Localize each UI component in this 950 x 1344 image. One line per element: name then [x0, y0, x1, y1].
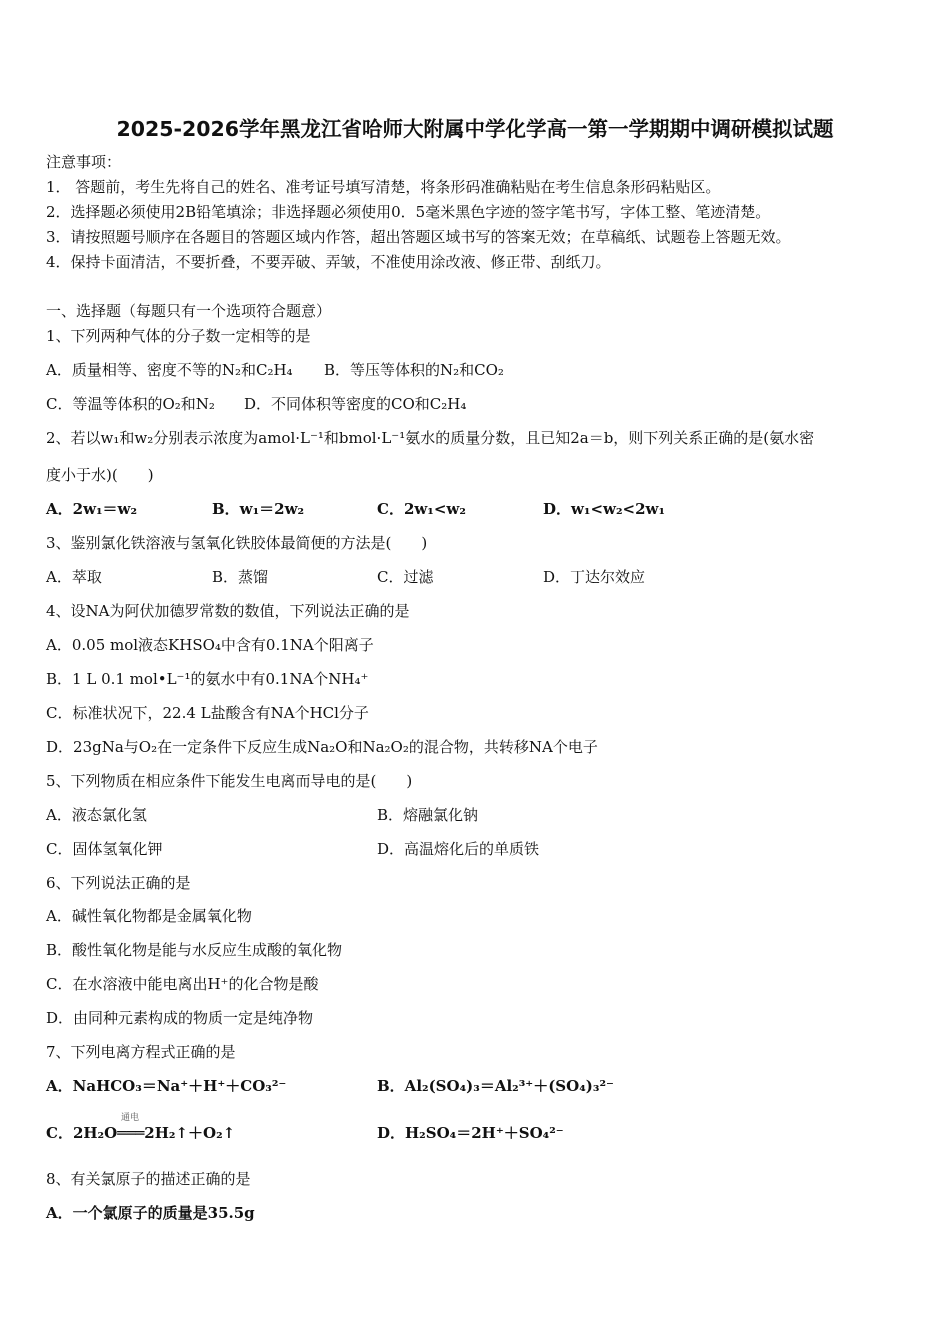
q6-stem: 6、下列说法正确的是: [46, 874, 191, 892]
q7-stem: 7、下列电离方程式正确的是: [46, 1043, 236, 1061]
q7-c-condition: 通电: [121, 1113, 140, 1123]
q6-option-b: B．酸性氧化物是能与水反应生成酸的氧化物: [46, 941, 343, 959]
q2-option-d: D．w₁<w₂<2w₁: [543, 500, 666, 518]
q1-option-a: A．质量相等、密度不等的N₂和C₂H₄: [46, 361, 293, 379]
q4-option-b: B．1 L 0.1 mol•L⁻¹的氨水中有0.1NA个NH₄⁺: [46, 670, 369, 688]
section-heading: 一、选择题（每题只有一个选项符合题意）: [46, 302, 332, 320]
notice-item-1: 1． 答题前，考生先将自己的姓名、准考证号填写清楚，将条形码准确粘贴在考生信息条形码粘贴区。: [46, 178, 721, 196]
q7-option-d: D．H₂SO₄＝2H⁺＋SO₄²⁻: [377, 1124, 564, 1142]
q3-stem: 3、鉴别氯化铁溶液与氢氧化铁胶体最简便的方法是( ): [46, 534, 428, 552]
q4-option-a: A．0.05 mol液态KHSO₄中含有0.1NA个阳离子: [46, 636, 374, 654]
q6-option-d: D．由同种元素构成的物质一定是纯净物: [46, 1009, 314, 1027]
q3-option-b: B．蒸馏: [212, 568, 269, 586]
q7-option-b: B．Al₂(SO₄)₃＝Al₂³⁺＋(SO₄)₃²⁻: [377, 1077, 614, 1095]
notice-item-4: 4．保持卡面清洁，不要折叠，不要弄破、弄皱，不准使用涂改液、修正带、刮纸刀。: [46, 253, 611, 271]
q3-option-d: D．丁达尔效应: [543, 568, 646, 586]
q2-option-c: C．2w₁<w₂: [377, 500, 466, 518]
q2-option-b: B．w₁＝2w₂: [212, 500, 305, 518]
q4-stem: 4、设NA为阿伏加德罗常数的数值，下列说法正确的是: [46, 602, 410, 620]
q5-option-c: C．固体氢氧化钾: [46, 840, 163, 858]
q7-option-c: C．2H₂O═══2H₂↑＋O₂↑: [46, 1124, 236, 1142]
q5-option-b: B．熔融氯化钠: [377, 806, 479, 824]
q5-stem: 5、下列物质在相应条件下能发生电离而导电的是( ): [46, 772, 413, 790]
q7-option-a: A．NaHCO₃＝Na⁺＋H⁺＋CO₃²⁻: [46, 1077, 287, 1095]
q5-option-a: A．液态氯化氢: [46, 806, 147, 824]
q1-stem: 1、下列两种气体的分子数一定相等的是: [46, 327, 311, 345]
q6-option-a: A．碱性氧化物都是金属氧化物: [46, 907, 252, 925]
notice-item-2: 2．选择题必须使用2B铅笔填涂；非选择题必须使用0．5毫米黑色字迹的签字笔书写，字体工整、笔迹清楚。: [46, 203, 771, 221]
q2-stem-line2: 度小于水)( ): [46, 466, 154, 484]
q6-option-c: C．在水溶液中能电离出H⁺的化合物是酸: [46, 975, 319, 993]
notice-heading: 注意事项：: [46, 153, 122, 171]
notice-item-3: 3．请按照题号顺序在各题目的答题区域内作答，超出答题区域书写的答案无效；在草稿纸、试题卷上答题无效。: [46, 228, 791, 246]
q1-option-c: C．等温等体积的O₂和N₂: [46, 395, 215, 413]
q2-option-a: A．2w₁＝w₂: [46, 500, 138, 518]
q2-stem-line1: 2、若以w₁和w₂分别表示浓度为amol·L⁻¹和bmol·L⁻¹氨水的质量分数，且已知2a＝b，则下列关系正确的是(氨水密: [46, 429, 815, 447]
q5-option-d: D．高温熔化后的单质铁: [377, 840, 540, 858]
q1-option-d: D．不同体积等密度的CO和C₂H₄: [244, 395, 467, 413]
q4-option-c: C．标准状况下，22.4 L盐酸含有NA个HCl分子: [46, 704, 369, 722]
q1-option-b: B．等压等体积的N₂和CO₂: [324, 361, 504, 379]
exam-title: 2025-2026学年黑龙江省哈师大附属中学化学高一第一学期期中调研模拟试题: [116, 117, 834, 141]
q8-stem: 8、有关氯原子的描述正确的是: [46, 1170, 251, 1188]
q3-option-c: C．过滤: [377, 568, 434, 586]
q4-option-d: D．23gNa与O₂在一定条件下反应生成Na₂O和Na₂O₂的混合物，共转移NA个电子: [46, 738, 598, 756]
q8-option-a: A．一个氯原子的质量是35.5g: [46, 1204, 255, 1222]
q3-option-a: A．萃取: [46, 568, 102, 586]
